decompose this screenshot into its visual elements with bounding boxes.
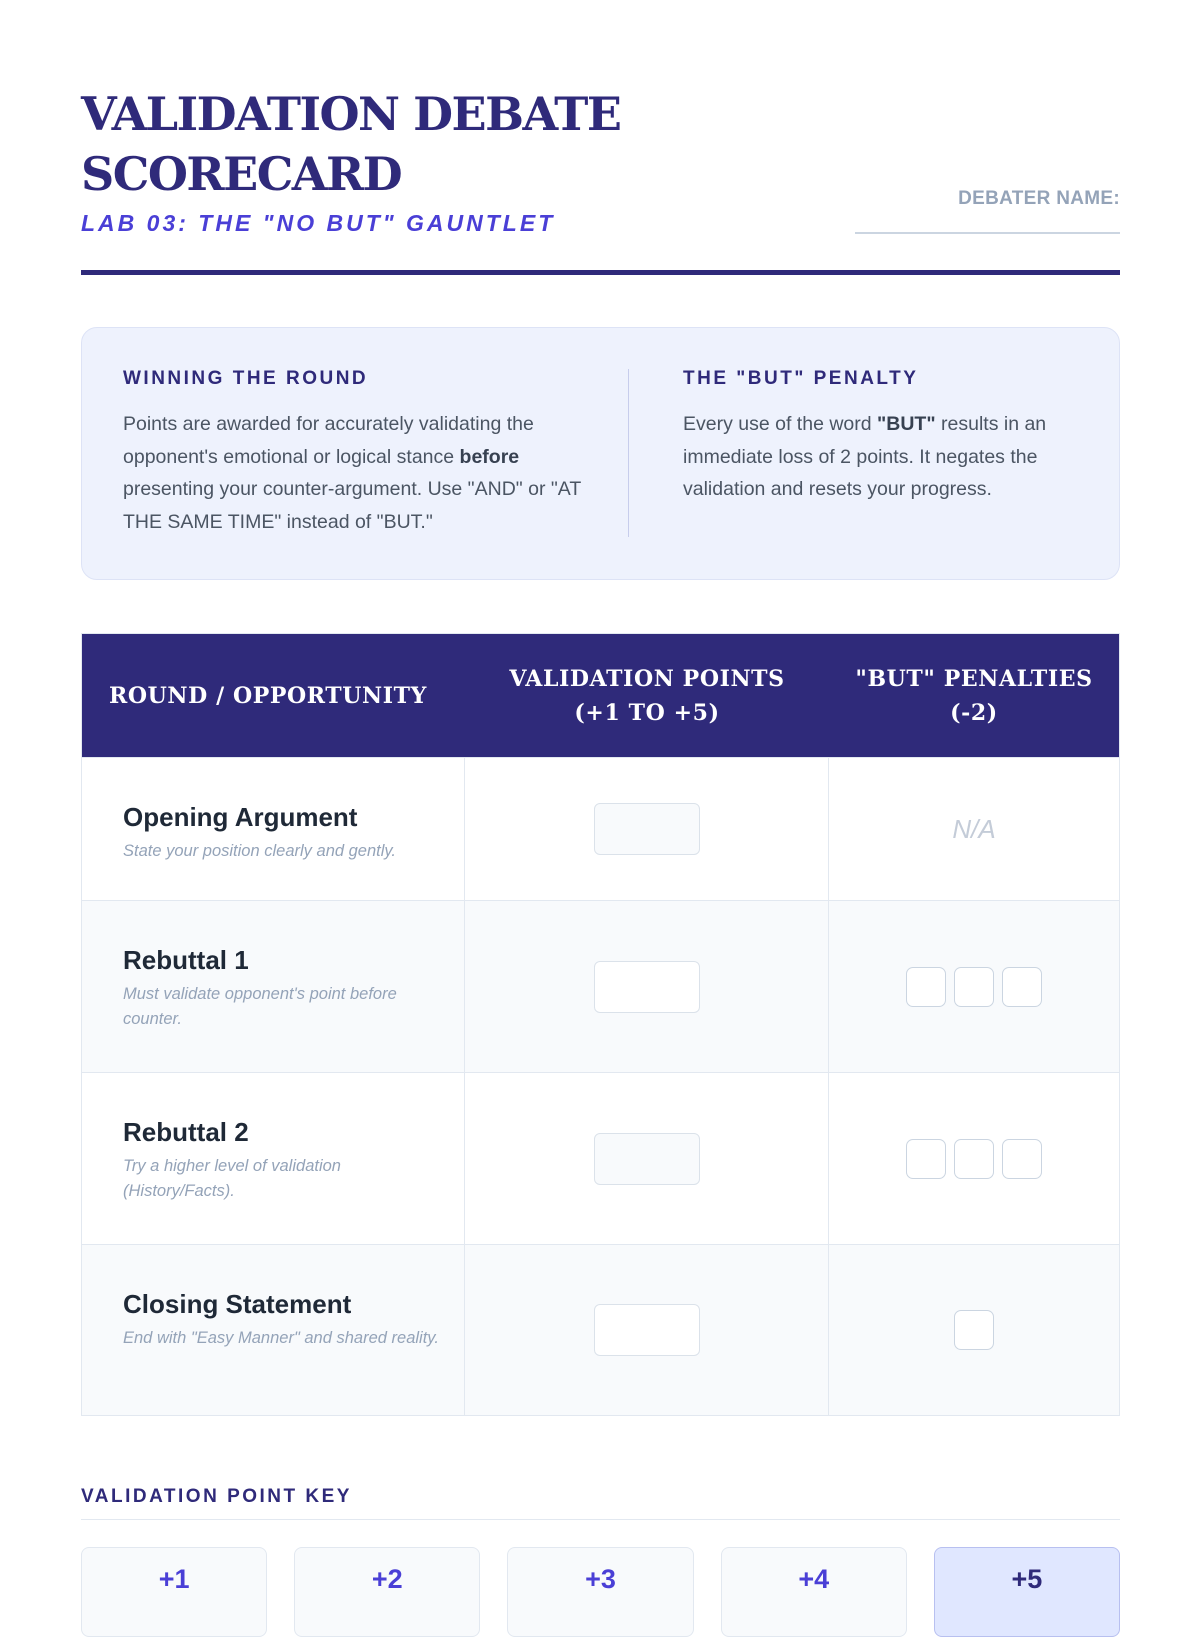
scorecard-page xyxy=(81,0,1120,1594)
rule-penalty-text xyxy=(683,408,1083,506)
column-header-validation: VALIDATION POINTS (+1 TO +5) xyxy=(509,665,785,726)
round-title: Rebuttal 1 xyxy=(123,945,249,975)
debater-name-field[interactable] xyxy=(855,188,1120,234)
table-row xyxy=(82,757,1119,900)
penalty-checkbox[interactable] xyxy=(954,1139,994,1179)
rule-winning-text-part: Points are awarded for accurately validating the opponent's emotional or logical stance xyxy=(123,413,534,468)
validation-score-input[interactable] xyxy=(594,1304,700,1356)
rules-divider xyxy=(628,369,629,537)
round-cell xyxy=(82,758,465,900)
column-header-penalties: "BUT" PENALTIES (-2) xyxy=(855,665,1093,726)
round-cell xyxy=(82,1245,465,1415)
penalty-checkbox[interactable] xyxy=(954,967,994,1007)
key-item-plus-5: +5 xyxy=(934,1547,1120,1637)
penalty-checkbox[interactable] xyxy=(954,1310,994,1350)
column-header-round: ROUND / OPPORTUNITY xyxy=(109,682,427,709)
round-title: Closing Statement xyxy=(123,1289,352,1319)
round-title: Opening Argument xyxy=(123,802,358,832)
round-cell xyxy=(82,901,465,1072)
rule-penalty-text-emphasis: "BUT" xyxy=(877,413,936,435)
rules-panel xyxy=(81,327,1120,580)
validation-score-input[interactable] xyxy=(594,1133,700,1185)
score-table xyxy=(81,633,1120,1416)
table-row xyxy=(82,1072,1119,1244)
penalty-checkboxes xyxy=(906,1139,1042,1179)
table-row xyxy=(82,1244,1119,1415)
key-item-plus-1: +1 xyxy=(81,1547,267,1637)
rule-penalty-text-part: Every use of the word xyxy=(683,413,878,435)
rule-winning-text-emphasis: before xyxy=(459,445,520,468)
penalty-cell xyxy=(829,1245,1119,1415)
key-divider xyxy=(81,1519,1120,1520)
penalty-checkboxes xyxy=(954,1310,994,1350)
round-hint: End with "Easy Manner" and shared reality. xyxy=(123,1329,439,1347)
penalty-checkbox[interactable] xyxy=(1002,967,1042,1007)
round-title: Rebuttal 2 xyxy=(123,1117,249,1147)
validation-key xyxy=(81,1547,1120,1637)
rule-penalty-title: THE "BUT" PENALTY xyxy=(683,368,919,389)
rule-penalty-text-part: results in an immediate loss of 2 points. It negates the validation and resets your progress. xyxy=(683,413,1047,500)
rule-winning-text-part: presenting your counter-argument. Use "AND" or "AT THE SAME TIME" instead of "BUT." xyxy=(123,478,581,533)
round-hint: Must validate opponent's point before counter. xyxy=(123,985,397,1028)
rule-winning xyxy=(123,368,583,538)
round-hint: State your position clearly and gently. xyxy=(123,842,397,860)
key-item-plus-3: +3 xyxy=(507,1547,693,1637)
key-item-plus-2: +2 xyxy=(294,1547,480,1637)
debater-name-label: DEBATER NAME: xyxy=(958,188,1120,209)
page-title: VALIDATION DEBATE SCORECARD xyxy=(81,87,621,201)
score-table-header xyxy=(82,634,1119,757)
validation-score-input[interactable] xyxy=(594,803,700,855)
rule-winning-text xyxy=(123,408,583,538)
rule-winning-title: WINNING THE ROUND xyxy=(123,368,369,389)
penalty-checkbox[interactable] xyxy=(906,967,946,1007)
validation-cell xyxy=(465,901,829,1072)
rule-penalty xyxy=(683,368,1083,506)
validation-cell xyxy=(465,1245,829,1415)
page-subtitle: LAB 03: THE "NO BUT" GAUNTLET xyxy=(81,210,556,236)
validation-score-input[interactable] xyxy=(594,961,700,1013)
key-item-plus-4: +4 xyxy=(721,1547,907,1637)
penalty-checkbox[interactable] xyxy=(906,1139,946,1179)
penalty-cell xyxy=(829,1073,1119,1244)
round-hint: Try a higher level of validation (History/Facts). xyxy=(123,1157,341,1200)
validation-cell xyxy=(465,758,829,900)
penalty-na-label: N/A xyxy=(952,813,996,844)
validation-cell xyxy=(465,1073,829,1244)
penalty-cell xyxy=(829,758,1119,900)
table-row xyxy=(82,900,1119,1072)
debater-name-line[interactable] xyxy=(855,232,1120,234)
header xyxy=(81,0,1120,275)
penalty-checkbox[interactable] xyxy=(1002,1139,1042,1179)
round-cell xyxy=(82,1073,465,1244)
penalty-checkboxes xyxy=(906,967,1042,1007)
key-title: VALIDATION POINT KEY xyxy=(81,1486,352,1507)
penalty-cell xyxy=(829,901,1119,1072)
